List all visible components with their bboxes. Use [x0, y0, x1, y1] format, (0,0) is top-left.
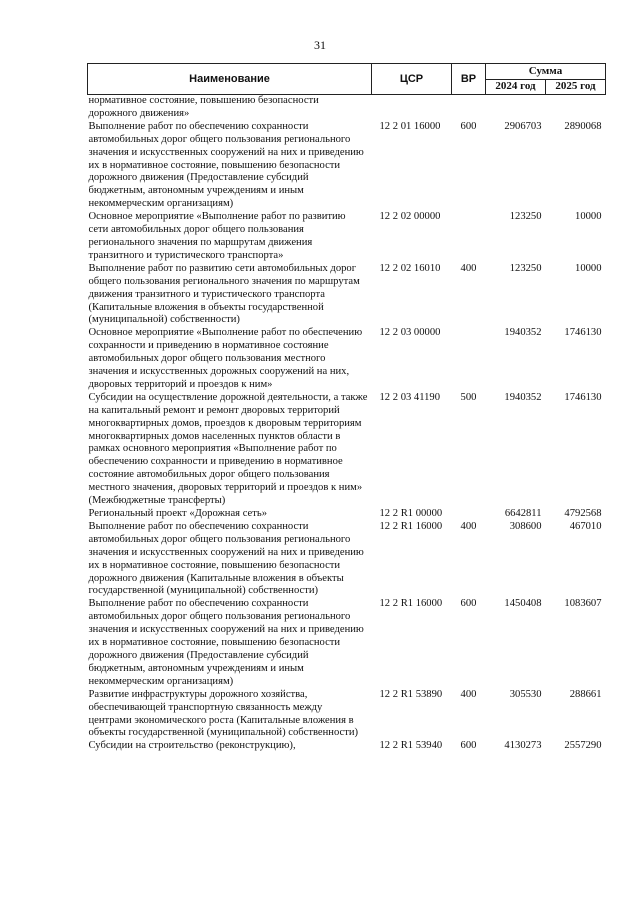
row-sum-2024 — [486, 95, 546, 121]
table-row — [88, 521, 606, 598]
row-sum-2024: 123250 — [509, 211, 542, 223]
row-sum-2025: 2557290 — [564, 740, 602, 752]
row-name: Выполнение работ по развитию сети автомобильных дорог общего пользования регионального значения по маршрутам движения транзитного и туристического транспорта (Капитальные вложения в объекты государственной (муниципальной) собственности) — [88, 262, 360, 326]
row-csr: 12 2 03 00000 — [379, 327, 441, 339]
row-sum-2024: 123250 — [509, 262, 542, 274]
table-row — [88, 508, 606, 521]
table-header-row — [88, 64, 606, 80]
row-sum-2024: 4130273 — [504, 740, 542, 752]
row-csr: 12 2 02 16010 — [379, 262, 441, 274]
row-name: нормативное состояние, повышению безопасности дорожного движения» — [88, 95, 319, 119]
row-sum-2025: 288661 — [569, 688, 602, 700]
header-year-2025: 2025 год — [546, 79, 606, 95]
row-sum-2025: 1746130 — [564, 391, 602, 403]
row-vr — [452, 508, 486, 521]
row-name: Развитие инфраструктуры дорожного хозяйства, обеспечивающей транспортную связанность между центрами экономического роста (Капитальные вложения в объекты государственной (муниципальной) собственности) — [88, 688, 359, 739]
row-vr — [452, 95, 486, 121]
row-csr: 12 2 R1 53890 — [379, 688, 443, 700]
table-row — [88, 392, 606, 508]
row-sum-2025: 4792568 — [564, 508, 602, 519]
row-name: Субсидии на осуществление дорожной деятельности, а также на капитальный ремонт и ремонт дворовых территорий многоквартирных домов, проездов к дворовым территориям многоквартирных домов населенных пунктов области в рамках основного мероприятия «Выполнение работ по обеспечению сохранности и приведению в нормативное состояние автомобильных дорог общего пользования местного значения, дворовых территорий и проездов к ним» (Межбюджетные трансферты) — [88, 391, 368, 507]
row-csr: 12 2 R1 00000 — [379, 508, 443, 519]
row-vr — [452, 327, 486, 392]
row-sum-2025: 467010 — [569, 520, 602, 532]
row-sum-2024: 1940352 — [504, 327, 542, 339]
row-sum-2024: 2906703 — [504, 120, 542, 132]
row-sum-2025 — [546, 95, 606, 121]
page-number: 31 — [314, 38, 326, 52]
row-name: Основное мероприятие «Выполнение работ по развитию сети автомобильных дорог общего пользования регионального значения по маршрутам движения транзитного и туристического транспорта» — [88, 211, 346, 261]
table-row — [88, 689, 606, 741]
row-name: Выполнение работ по обеспечению сохранности автомобильных дорог общего пользования регионального значения и искусственных сооружений на них и приведению их в нормативное состояние, повышению безопасности дорожного движения (Предоставление субсидий бюджетным, автономным учреждениям и иным некоммерческим организациям) — [88, 120, 364, 210]
table-row — [88, 327, 606, 392]
row-sum-2025: 1746130 — [564, 327, 602, 339]
row-name: Выполнение работ по обеспечению сохранности автомобильных дорог общего пользования регионального значения и искусственных сооружений на них и приведению их в нормативное состояние, повышению безопасности дорожного движения (Предоставление субсидий бюджетным, автономным учреждениям и иным некоммерческим организациям) — [88, 598, 364, 687]
header-name: Наименование — [88, 64, 372, 95]
row-vr: 500 — [460, 391, 477, 403]
row-csr — [372, 95, 452, 121]
header-year-2024: 2024 год — [486, 79, 546, 95]
row-csr: 12 2 R1 53940 — [379, 740, 443, 752]
row-vr: 400 — [460, 520, 477, 532]
row-sum-2025: 10000 — [575, 262, 602, 274]
row-vr: 600 — [460, 120, 477, 132]
row-csr: 12 2 02 00000 — [379, 211, 441, 223]
table-row — [88, 263, 606, 328]
table-row — [88, 121, 606, 211]
row-sum-2025: 1083607 — [564, 598, 602, 610]
row-name: Субсидии на строительство (реконструкцию), — [88, 740, 296, 752]
row-vr: 400 — [460, 262, 477, 274]
row-vr: 400 — [460, 688, 477, 700]
row-csr: 12 2 R1 16000 — [379, 598, 443, 610]
row-name: Основное мероприятие «Выполнение работ по обеспечению сохранности и приведению в нормативное состояние автомобильных дорог общего пользования местного значения и искусственных дорожных сооружений на них, дворовых территорий и проездов к ним» — [88, 327, 363, 390]
row-sum-2024: 1940352 — [504, 391, 542, 403]
table-row — [88, 598, 606, 688]
row-sum-2025: 2890068 — [564, 120, 602, 132]
row-vr: 600 — [460, 740, 477, 752]
budget-table — [87, 63, 606, 753]
row-sum-2025: 10000 — [575, 211, 602, 223]
row-csr: 12 2 01 16000 — [379, 120, 441, 132]
row-sum-2024: 1450408 — [504, 598, 542, 610]
row-vr — [452, 211, 486, 263]
header-vr: ВР — [452, 64, 486, 95]
header-sum: Сумма — [486, 64, 606, 80]
row-vr: 600 — [460, 598, 477, 610]
table-row — [88, 740, 606, 753]
row-sum-2024: 6642811 — [504, 508, 542, 519]
row-csr: 12 2 03 41190 — [379, 391, 441, 403]
row-csr: 12 2 R1 16000 — [379, 520, 443, 532]
row-sum-2024: 305530 — [509, 688, 542, 700]
header-csr: ЦСР — [372, 64, 452, 95]
row-name: Региональный проект «Дорожная сеть» — [88, 508, 267, 519]
table-row — [88, 95, 606, 121]
row-name: Выполнение работ по обеспечению сохранности автомобильных дорог общего пользования регионального значения и искусственных сооружений на них и приведению их в нормативное состояние, повышению безопасности дорожного движения (Капитальные вложения в объекты государственной (муниципальной) собственности) — [88, 520, 364, 597]
table-row — [88, 211, 606, 263]
row-sum-2024: 308600 — [509, 520, 542, 532]
